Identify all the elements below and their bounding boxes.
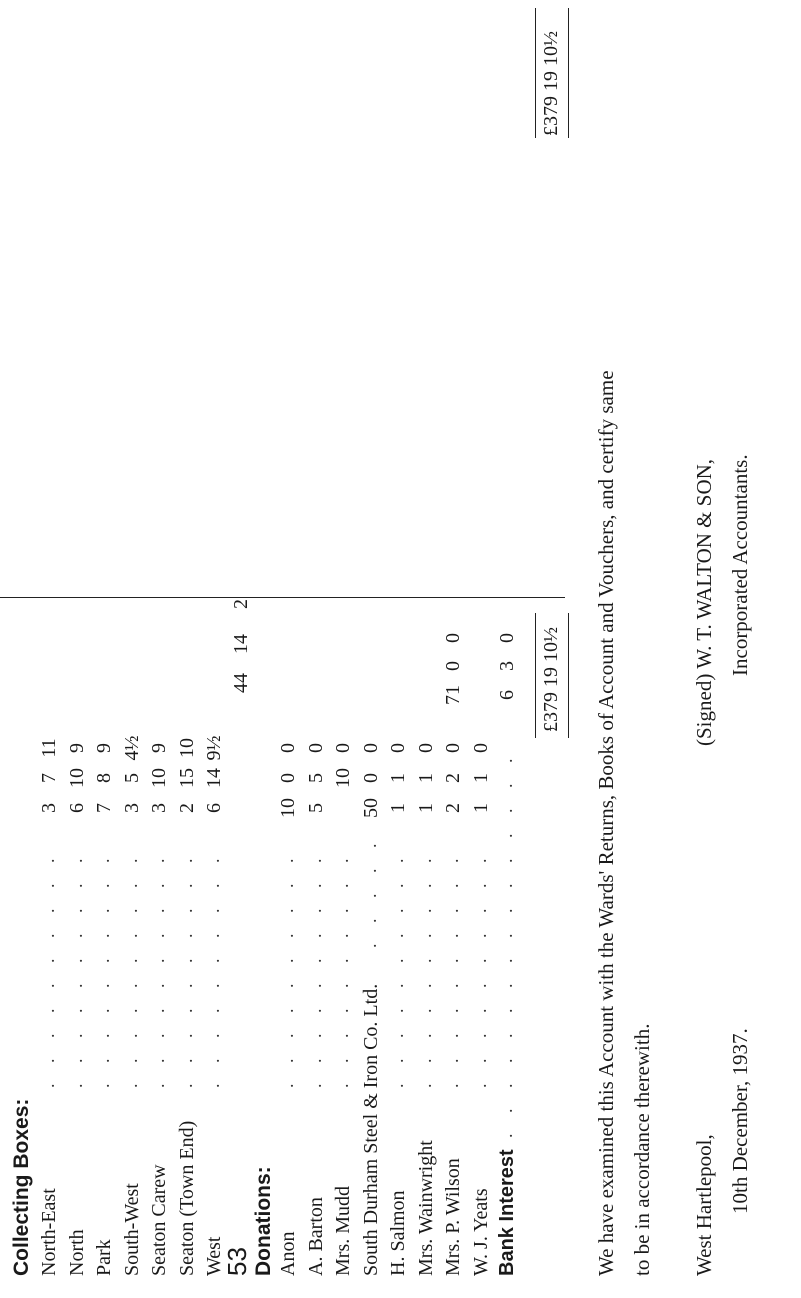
- donation-row-pounds: 5: [304, 803, 327, 813]
- total-rule: [535, 613, 536, 738]
- leader-dots: . . . . . . . . . .: [304, 850, 325, 1088]
- donation-row-pounds: 2: [442, 803, 464, 813]
- donation-row-pence: 0: [387, 743, 409, 753]
- leader-dots: . . . . . . . . . .: [277, 850, 297, 1088]
- leader-dots: . . . . . . . . . .: [469, 850, 490, 1088]
- signature-name: (Signed) W. T. WALTON & SON,: [692, 458, 716, 746]
- statement-line-1: We have examined this Account with the Wards' Returns, Books of Account and Vouchers, and certify same: [594, 370, 618, 1276]
- leader-dots: . . . . . . . . . .: [203, 850, 223, 1088]
- signature-place: West Hartlepool,: [692, 1134, 716, 1276]
- leader-dots: . . . . . . . . . .: [442, 850, 462, 1088]
- signature-title: Incorporated Accountants.: [728, 454, 752, 676]
- collecting-row-shillings: 10: [148, 768, 170, 788]
- donation-row-shillings: 0: [359, 773, 382, 783]
- collecting-row-label: West: [203, 1236, 225, 1276]
- bank-interest-shillings: 3: [496, 661, 518, 671]
- collecting-row-pounds: 6: [203, 803, 225, 813]
- donation-row-pence: 0: [277, 743, 299, 753]
- leader-dots: . . . . . . . . . .: [38, 850, 58, 1088]
- collecting-row-label: South-West: [120, 1183, 143, 1276]
- collecting-row-pounds: 3: [120, 803, 143, 813]
- donation-row-label: Anon: [277, 1231, 299, 1276]
- collecting-row-pence: 9: [93, 743, 115, 753]
- collecting-row-pence: 11: [38, 738, 60, 758]
- left-total: £379 19 10½: [540, 31, 562, 136]
- leader-dots: . . . . .: [359, 835, 380, 948]
- donation-row-shillings: 10: [332, 768, 354, 788]
- collecting-row-pounds: 7: [93, 803, 115, 813]
- collecting-row-label: Seaton (Town End): [175, 1120, 198, 1276]
- collecting-row-pounds: 3: [148, 803, 170, 813]
- donation-row-pence: 0: [414, 743, 437, 753]
- collecting-row-label: North-East: [38, 1188, 60, 1276]
- page-number: 53: [222, 1247, 252, 1276]
- collecting-row-shillings: 10: [65, 768, 88, 788]
- leader-dots: . . . . . . . . . .: [332, 850, 352, 1088]
- page-split-line: [0, 597, 565, 598]
- collecting-row-pence: 10: [175, 738, 198, 758]
- collecting-row-pounds: 2: [175, 803, 198, 813]
- collecting-heading: Collecting Boxes:: [10, 1098, 33, 1276]
- total-rule-bottom: [568, 613, 569, 738]
- collecting-row-pence: 4½: [120, 735, 143, 761]
- collecting-row-shillings: 15: [175, 768, 198, 788]
- donation-row-shillings: 1: [414, 773, 437, 783]
- grand-total: £379 19 10½: [540, 627, 562, 732]
- signature-date: 10th December, 1937.: [728, 1028, 752, 1214]
- donation-row-label: Mrs. P. Wilson: [442, 1158, 464, 1276]
- collecting-subtotal-pounds: 44: [230, 673, 252, 693]
- collecting-row-pounds: 3: [38, 803, 60, 813]
- leader-dots: . . . . . . . . . . . . . . . .: [496, 750, 516, 1138]
- statement-line-2: to be in accordance therewith.: [630, 1023, 654, 1276]
- collecting-row-shillings: 14: [203, 768, 225, 788]
- collecting-row-label: Seaton Carew: [148, 1164, 170, 1276]
- leader-dots: . . . . . . . . . .: [414, 850, 435, 1088]
- collecting-row-shillings: 5: [120, 773, 143, 783]
- donations-subtotal-pounds: 71: [442, 685, 464, 705]
- donation-row-pence: 0: [442, 743, 464, 753]
- donation-row-pounds: 1: [387, 803, 409, 813]
- leader-dots: . . . . . . . . . .: [120, 850, 141, 1088]
- collecting-row-pence: 9½: [203, 735, 225, 761]
- bank-interest-label: Bank Interest: [496, 1149, 518, 1276]
- collecting-row-shillings: 7: [38, 773, 60, 783]
- donation-row-label: Mrs. Mudd: [332, 1185, 354, 1276]
- leader-dots: . . . . . . . . . .: [387, 850, 407, 1088]
- donation-row-label: Mrs. Wainwright: [414, 1140, 437, 1276]
- bank-interest-pence: 0: [496, 633, 518, 643]
- leader-dots: . . . . . . . . . .: [93, 850, 113, 1088]
- donations-heading: Donations:: [252, 1166, 275, 1276]
- donation-row-pounds: 10: [277, 798, 299, 818]
- donation-row-pence: 0: [332, 743, 354, 753]
- collecting-row-pence: 9: [65, 743, 88, 753]
- donation-row-label: A. Barton: [304, 1197, 327, 1276]
- donation-row-label: W. J. Yeats: [469, 1188, 492, 1276]
- left-total-rule: [568, 8, 569, 138]
- donation-row-pounds: 1: [469, 803, 492, 813]
- donation-row-label: H. Salmon: [387, 1190, 409, 1276]
- donation-row-label: South Durham Steel & Iron Co. Ltd.: [359, 983, 382, 1276]
- donation-row-shillings: 1: [387, 773, 409, 783]
- collecting-row-shillings: 8: [93, 773, 115, 783]
- donation-row-pounds: 1: [414, 803, 437, 813]
- leader-dots: . . . . . . . . . .: [65, 850, 86, 1088]
- donation-row-pence: 0: [469, 743, 492, 753]
- donation-row-shillings: 0: [277, 773, 299, 783]
- leader-dots: . . . . . . . . . .: [148, 850, 168, 1088]
- donation-row-pence: 0: [304, 743, 327, 753]
- left-total-rule-bottom: [535, 8, 536, 138]
- leader-dots: . . . . . . . . . .: [175, 850, 196, 1088]
- donation-row-pounds: 50: [359, 798, 382, 818]
- collecting-row-label: North: [65, 1229, 88, 1276]
- collecting-row-pounds: 6: [65, 803, 88, 813]
- donation-row-shillings: 2: [442, 773, 464, 783]
- donation-row-shillings: 1: [469, 773, 492, 783]
- donation-row-shillings: 5: [304, 773, 327, 783]
- collecting-subtotal-shillings: 14: [230, 634, 252, 654]
- collecting-subtotal-pence: 2: [230, 599, 252, 609]
- donations-subtotal-pence: 0: [442, 633, 464, 643]
- donation-row-pence: 0: [359, 743, 382, 753]
- bank-interest-pounds: 6: [496, 690, 518, 700]
- donations-subtotal-shillings: 0: [442, 661, 464, 671]
- collecting-row-pence: 9: [148, 743, 170, 753]
- collecting-row-label: Park: [93, 1239, 115, 1276]
